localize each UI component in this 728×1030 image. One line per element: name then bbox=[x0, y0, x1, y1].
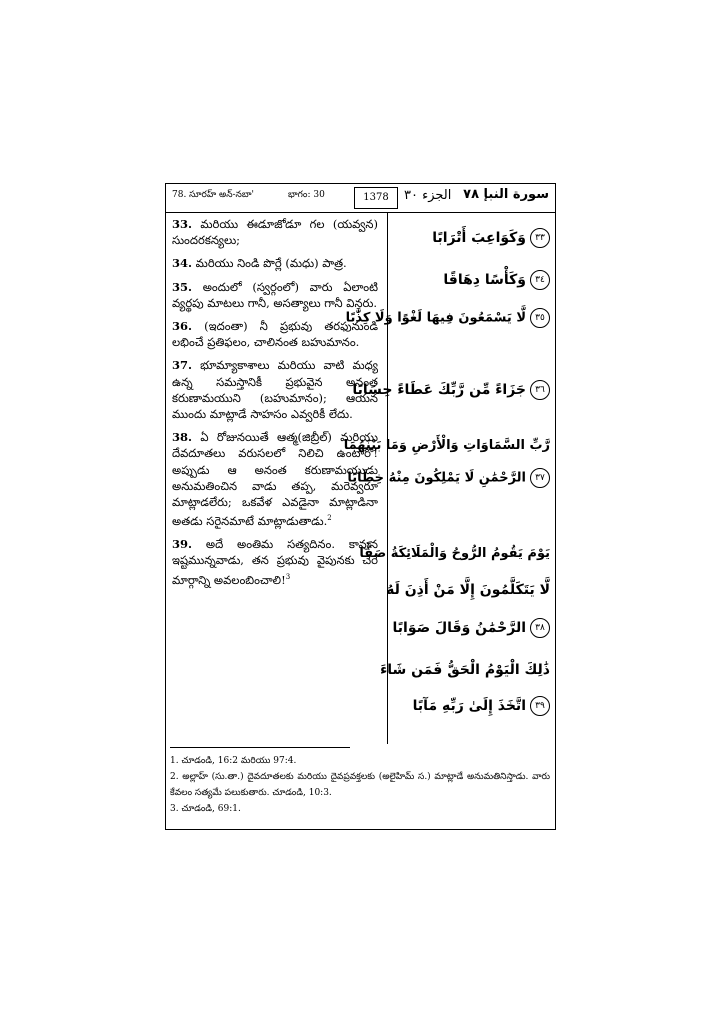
footnote-3: 3. చూడండి, 69:1. bbox=[170, 804, 241, 814]
arabic-verse-39-line2 bbox=[413, 696, 550, 716]
verse-number: 36. bbox=[172, 319, 193, 334]
arabic-verse-39-line1 bbox=[380, 662, 550, 678]
arabic-verse-34 bbox=[443, 270, 550, 290]
verse-text: అదే అంతిమ సత్యదినం. కావున ఇష్టమున్నవాడు, తన ప్రభువు వైపునకు చేరే మార్గాన్ని అవలంబించాలి! bbox=[172, 537, 378, 587]
verse-text: మరియు ఈడూజోడూ గల (యవ్వన) సుందరకన్యలు; bbox=[172, 217, 378, 248]
verse-text: భూమ్యాకాశాలు మరియు వాటి మధ్య ఉన్న సమస్తానికీ ప్రభువైన అనంత కరుణామయుని (బహుమానం); ఆయన ముందు మాట్లాడే సాహసం ఎవ్వరికీ లేదు. bbox=[172, 358, 378, 422]
arabic-text: رَّبِّ السَّمَاوَاتِ وَالْأَرْضِ وَمَا بَيْنَهُمَا bbox=[343, 438, 550, 453]
page-header bbox=[166, 184, 555, 213]
arabic-verse-38-line2 bbox=[386, 582, 550, 598]
verse-marker: ٣٧ bbox=[530, 468, 550, 488]
verse-text: ఏ రోజునయితే ఆత్మ(జిబ్రీల్) మరియు దేవదూతలు వరుసలలో నిలిచి ఉంటారో! అప్పుడు ఆ అనంత కరుణామయుడు అనుమతించిన వాడు తప్ప, మరెవ్వరూ మాట్లాడలేరు; ఒకవేళ ఎవడైనా మాట్లాడినా అతడు సరైనమాటే మాట్లాడుతాడు. bbox=[172, 430, 378, 529]
verse-35 bbox=[172, 279, 378, 311]
arabic-verse-37-line1 bbox=[344, 438, 550, 453]
footnote-2: 2. అల్లాహ్ (సు.తా.) దైవదూతలకు మరియు దైవప్రవక్తలకు (అలైహిమ్ స.) మాట్లాడే అనుమతినిస్తాడు. వారు కేవలం సత్యమే పలుకుతారు. చూడండి, 10:3. bbox=[170, 772, 550, 798]
arabic-verse-38-line3 bbox=[393, 618, 550, 638]
surah-title-arabic: سورة النبإ ٧٨ bbox=[463, 187, 549, 202]
page-frame bbox=[165, 183, 556, 830]
arabic-text: الرَّحْمَٰنِ لَا يَمْلِكُونَ مِنْهُ خِطَابًا bbox=[347, 470, 526, 486]
footnote-rule bbox=[170, 747, 350, 748]
verse-marker: ٣٤ bbox=[530, 270, 550, 290]
arabic-verse-36 bbox=[352, 380, 550, 400]
verse-text: అందులో (స్వర్గంలో) వారు ఏలాంటి వ్యర్థపు మాటలు గానీ, అసత్యాలు గానీ వినరు. bbox=[172, 279, 378, 310]
juz-label-arabic: الجزء ٣٠ bbox=[404, 188, 452, 203]
verse-37 bbox=[172, 357, 378, 422]
part-label: భాగం: 30 bbox=[288, 190, 325, 200]
verse-marker: ٣٥ bbox=[530, 308, 550, 328]
verse-number: 33. bbox=[172, 217, 193, 231]
arabic-text: الرَّحْمَٰنُ وَقَالَ صَوَابًا bbox=[392, 620, 526, 636]
verse-number: 35. bbox=[172, 279, 193, 294]
verse-number: 38. bbox=[172, 430, 193, 445]
verse-marker: ٣٨ bbox=[530, 618, 550, 638]
arabic-text: لَّا يَسْمَعُونَ فِيهَا لَغْوًا وَلَا كِذَّٰبًا bbox=[345, 310, 526, 326]
verse-marker: ٣٩ bbox=[530, 696, 550, 716]
arabic-text: وَكَأْسًا دِهَاقًا bbox=[443, 272, 526, 288]
verse-39 bbox=[172, 536, 378, 587]
verse-number: 37. bbox=[172, 358, 193, 373]
arabic-text: وَكَوَاعِبَ أَتْرَابًا bbox=[432, 230, 526, 246]
footnote-ref: 2 bbox=[327, 514, 332, 523]
arabic-verse-38-line1 bbox=[359, 546, 550, 561]
verse-33 bbox=[172, 216, 378, 248]
verse-text: (ఇదంతా) నీ ప్రభువు తరఫునుండి లభించే ప్రతిఫలం, చాలినంత బహుమానం. bbox=[172, 319, 378, 350]
verse-marker: ٣٣ bbox=[530, 228, 550, 248]
arabic-verse-35 bbox=[346, 308, 550, 328]
surah-title-telugu: 78. సూరహ్ అన్-నబా' bbox=[172, 190, 254, 200]
arabic-text: جَزَاءً مِّن رَّبِّكَ عَطَاءً حِسَابًا bbox=[352, 382, 526, 398]
verse-number: 34. bbox=[172, 256, 193, 271]
arabic-text: يَوْمَ يَقُومُ الرُّوحُ وَالْمَلَائِكَةُ صَفًّا bbox=[359, 546, 550, 561]
verse-marker: ٣٦ bbox=[530, 380, 550, 400]
verse-34 bbox=[172, 255, 378, 271]
arabic-text: لَّا يَتَكَلَّمُونَ إِلَّا مَنْ أَذِنَ لَهُ bbox=[386, 582, 550, 598]
arabic-text: اتَّخَذَ إِلَىٰ رَبِّهِ مَآبًا bbox=[412, 698, 526, 714]
footnotes bbox=[170, 753, 550, 817]
translation-column bbox=[172, 216, 378, 595]
arabic-verse-33 bbox=[432, 228, 550, 248]
arabic-verse-37-line2 bbox=[347, 468, 550, 488]
verse-text: మరియు నిండి పొర్లే (మధు) పాత్ర. bbox=[192, 256, 347, 271]
verse-number: 39. bbox=[172, 537, 193, 552]
page-number: 1378 bbox=[354, 187, 398, 209]
footnote-1: 1. చూడండి, 16:2 మరియు 97:4. bbox=[170, 756, 297, 766]
arabic-text: ذَٰلِكَ الْيَوْمُ الْحَقُّ فَمَن شَاءَ bbox=[380, 662, 550, 678]
footnote-ref: 3 bbox=[285, 572, 291, 581]
